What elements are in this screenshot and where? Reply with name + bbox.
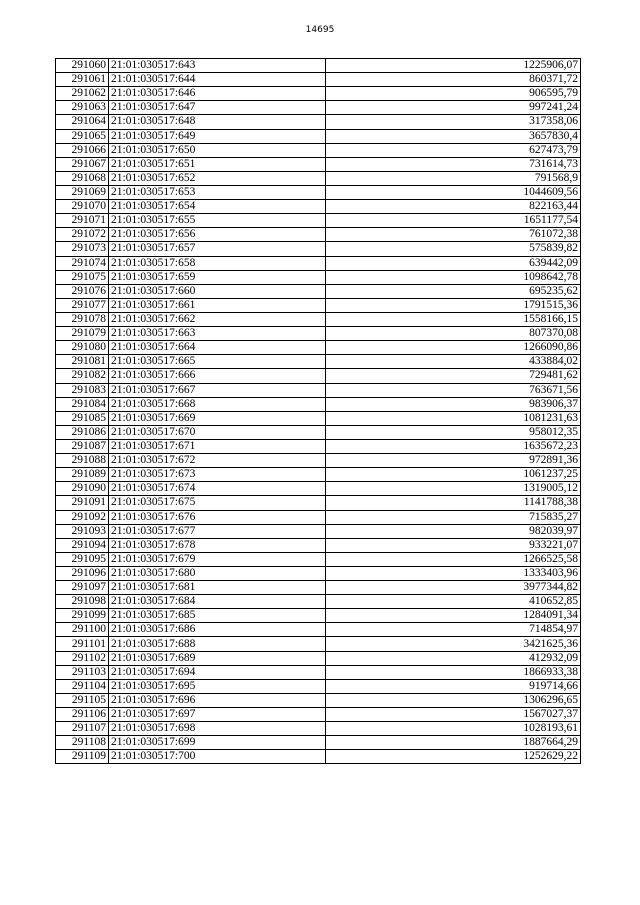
value-cell: 761072,38 [326,228,581,242]
table-row [56,355,581,369]
row-number-cell: 291070 [56,200,109,214]
cadastral-number-cell: 21:01:030517:666 [109,369,326,383]
cadastral-number-cell: 21:01:030517:674 [109,482,326,496]
cadastral-number-cell: 21:01:030517:676 [109,510,326,524]
table-row [56,439,581,453]
value-cell: 1284091,34 [326,609,581,623]
cadastral-number-cell: 21:01:030517:667 [109,383,326,397]
cadastral-number-cell: 21:01:030517:658 [109,256,326,270]
cadastral-number-cell: 21:01:030517:677 [109,524,326,538]
table-row [56,87,581,101]
cadastral-number-cell: 21:01:030517:671 [109,439,326,453]
table-row [56,341,581,355]
value-cell: 958012,35 [326,425,581,439]
table-body [56,59,581,764]
row-number-cell: 291095 [56,552,109,566]
row-number-cell: 291104 [56,679,109,693]
row-number-cell: 291064 [56,115,109,129]
value-cell: 639442,09 [326,256,581,270]
row-number-cell: 291061 [56,73,109,87]
row-number-cell: 291099 [56,609,109,623]
value-cell: 1567027,37 [326,708,581,722]
cadastral-number-cell: 21:01:030517:646 [109,87,326,101]
value-cell: 997241,24 [326,101,581,115]
row-number-cell: 291093 [56,524,109,538]
value-cell: 410652,85 [326,595,581,609]
cadastral-number-cell: 21:01:030517:668 [109,397,326,411]
value-cell: 729481,62 [326,369,581,383]
table-row [56,552,581,566]
value-cell: 731614,73 [326,157,581,171]
cadastral-number-cell: 21:01:030517:672 [109,454,326,468]
value-cell: 1061237,25 [326,468,581,482]
row-number-cell: 291076 [56,284,109,298]
table-row [56,129,581,143]
value-cell: 919714,66 [326,679,581,693]
value-cell: 1141788,38 [326,496,581,510]
value-cell: 715835,27 [326,510,581,524]
cadastral-number-cell: 21:01:030517:698 [109,722,326,736]
cadastral-number-cell: 21:01:030517:657 [109,242,326,256]
row-number-cell: 291081 [56,355,109,369]
table-row [56,73,581,87]
table-row [56,157,581,171]
cadastral-number-cell: 21:01:030517:665 [109,355,326,369]
table-row [56,750,581,764]
page-number: 14695 [305,25,335,35]
table-row [56,200,581,214]
value-cell: 807370,08 [326,327,581,341]
table-row [56,242,581,256]
value-cell: 983906,37 [326,397,581,411]
row-number-cell: 291067 [56,157,109,171]
value-cell: 791568,9 [326,171,581,185]
value-cell: 982039,97 [326,524,581,538]
table-row [56,665,581,679]
cadastral-number-cell: 21:01:030517:662 [109,312,326,326]
table-row [56,524,581,538]
row-number-cell: 291096 [56,566,109,580]
table-row [56,185,581,199]
cadastral-number-cell: 21:01:030517:700 [109,750,326,764]
value-cell: 433884,02 [326,355,581,369]
table-row [56,496,581,510]
value-cell: 1791515,36 [326,298,581,312]
table-row [56,214,581,228]
cadastral-number-cell: 21:01:030517:678 [109,538,326,552]
table-row [56,425,581,439]
table-row [56,538,581,552]
row-number-cell: 291094 [56,538,109,552]
cadastral-number-cell: 21:01:030517:685 [109,609,326,623]
table-row [56,722,581,736]
row-number-cell: 291107 [56,722,109,736]
value-cell: 1266525,58 [326,552,581,566]
row-number-cell: 291092 [56,510,109,524]
cadastral-number-cell: 21:01:030517:697 [109,708,326,722]
value-cell: 1098642,78 [326,270,581,284]
value-cell: 412932,09 [326,651,581,665]
cadastral-number-cell: 21:01:030517:688 [109,637,326,651]
value-cell: 972891,36 [326,454,581,468]
table-row [56,143,581,157]
row-number-cell: 291085 [56,411,109,425]
table-row [56,693,581,707]
value-cell: 1635672,23 [326,439,581,453]
cadastral-number-cell: 21:01:030517:699 [109,736,326,750]
value-cell: 763671,56 [326,383,581,397]
table-row [56,581,581,595]
row-number-cell: 291071 [56,214,109,228]
row-number-cell: 291080 [56,341,109,355]
row-number-cell: 291066 [56,143,109,157]
table-row [56,482,581,496]
cadastral-number-cell: 21:01:030517:660 [109,284,326,298]
value-cell: 627473,79 [326,143,581,157]
table-row [56,312,581,326]
row-number-cell: 291077 [56,298,109,312]
table-row [56,454,581,468]
value-cell: 1028193,61 [326,722,581,736]
cadastral-number-cell: 21:01:030517:673 [109,468,326,482]
value-cell: 906595,79 [326,87,581,101]
value-cell: 3977344,82 [326,581,581,595]
value-cell: 1333403,96 [326,566,581,580]
table-row [56,171,581,185]
value-cell: 822163,44 [326,200,581,214]
table-row [56,383,581,397]
cadastral-number-cell: 21:01:030517:650 [109,143,326,157]
value-cell: 695235,62 [326,284,581,298]
cadastral-number-cell: 21:01:030517:653 [109,185,326,199]
row-number-cell: 291065 [56,129,109,143]
table-row [56,397,581,411]
cadastral-number-cell: 21:01:030517:652 [109,171,326,185]
cadastral-number-cell: 21:01:030517:669 [109,411,326,425]
cadastral-number-cell: 21:01:030517:695 [109,679,326,693]
cadastral-number-cell: 21:01:030517:696 [109,693,326,707]
row-number-cell: 291062 [56,87,109,101]
table-row [56,327,581,341]
value-cell: 1266090,86 [326,341,581,355]
row-number-cell: 291063 [56,101,109,115]
row-number-cell: 291097 [56,581,109,595]
value-cell: 3657830,4 [326,129,581,143]
cadastral-number-cell: 21:01:030517:654 [109,200,326,214]
value-cell: 317358,06 [326,115,581,129]
row-number-cell: 291090 [56,482,109,496]
row-number-cell: 291088 [56,454,109,468]
table-row [56,411,581,425]
table-row [56,298,581,312]
row-number-cell: 291060 [56,59,109,73]
row-number-cell: 291083 [56,383,109,397]
row-number-cell: 291069 [56,185,109,199]
row-number-cell: 291102 [56,651,109,665]
cadastral-number-cell: 21:01:030517:689 [109,651,326,665]
row-number-cell: 291103 [56,665,109,679]
row-number-cell: 291084 [56,397,109,411]
value-cell: 714854,97 [326,623,581,637]
value-cell: 1887664,29 [326,736,581,750]
table-row [56,651,581,665]
value-cell: 1558166,15 [326,312,581,326]
row-number-cell: 291078 [56,312,109,326]
value-cell: 1306296,65 [326,693,581,707]
cadastral-number-cell: 21:01:030517:644 [109,73,326,87]
row-number-cell: 291087 [56,439,109,453]
table-row [56,59,581,73]
row-number-cell: 291068 [56,171,109,185]
table-row [56,708,581,722]
cadastral-number-cell: 21:01:030517:681 [109,581,326,595]
cadastral-number-cell: 21:01:030517:649 [109,129,326,143]
row-number-cell: 291100 [56,623,109,637]
value-cell: 1225906,07 [326,59,581,73]
row-number-cell: 291073 [56,242,109,256]
cadastral-number-cell: 21:01:030517:643 [109,59,326,73]
table-row [56,595,581,609]
table-row [56,623,581,637]
table-row [56,637,581,651]
row-number-cell: 291105 [56,693,109,707]
table-row [56,256,581,270]
row-number-cell: 291079 [56,327,109,341]
row-number-cell: 291091 [56,496,109,510]
table-row [56,228,581,242]
value-cell: 860371,72 [326,73,581,87]
row-number-cell: 291101 [56,637,109,651]
table-row [56,566,581,580]
row-number-cell: 291089 [56,468,109,482]
table-row [56,101,581,115]
value-cell: 1044609,56 [326,185,581,199]
row-number-cell: 291098 [56,595,109,609]
table-row [56,270,581,284]
cadastral-number-cell: 21:01:030517:651 [109,157,326,171]
table-row [56,510,581,524]
cadastral-number-cell: 21:01:030517:647 [109,101,326,115]
value-cell: 575839,82 [326,242,581,256]
cadastral-number-cell: 21:01:030517:663 [109,327,326,341]
value-cell: 1319005,12 [326,482,581,496]
cadastral-number-cell: 21:01:030517:684 [109,595,326,609]
row-number-cell: 291075 [56,270,109,284]
row-number-cell: 291074 [56,256,109,270]
value-cell: 3421625,36 [326,637,581,651]
table-row [56,468,581,482]
cadastral-number-cell: 21:01:030517:661 [109,298,326,312]
row-number-cell: 291082 [56,369,109,383]
cadastral-number-cell: 21:01:030517:670 [109,425,326,439]
cadastral-number-cell: 21:01:030517:655 [109,214,326,228]
cadastral-number-cell: 21:01:030517:679 [109,552,326,566]
value-cell: 933221,07 [326,538,581,552]
value-cell: 1252629,22 [326,750,581,764]
cadastral-table [55,58,581,764]
row-number-cell: 291086 [56,425,109,439]
table-row [56,679,581,693]
cadastral-number-cell: 21:01:030517:664 [109,341,326,355]
row-number-cell: 291072 [56,228,109,242]
table-row [56,115,581,129]
value-cell: 1651177,54 [326,214,581,228]
cadastral-number-cell: 21:01:030517:694 [109,665,326,679]
value-cell: 1866933,38 [326,665,581,679]
table-row [56,284,581,298]
table-row [56,369,581,383]
cadastral-number-cell: 21:01:030517:659 [109,270,326,284]
table-row [56,736,581,750]
row-number-cell: 291106 [56,708,109,722]
cadastral-number-cell: 21:01:030517:675 [109,496,326,510]
cadastral-number-cell: 21:01:030517:680 [109,566,326,580]
row-number-cell: 291108 [56,736,109,750]
cadastral-number-cell: 21:01:030517:686 [109,623,326,637]
cadastral-number-cell: 21:01:030517:656 [109,228,326,242]
table-row [56,609,581,623]
cadastral-number-cell: 21:01:030517:648 [109,115,326,129]
row-number-cell: 291109 [56,750,109,764]
value-cell: 1081231,63 [326,411,581,425]
